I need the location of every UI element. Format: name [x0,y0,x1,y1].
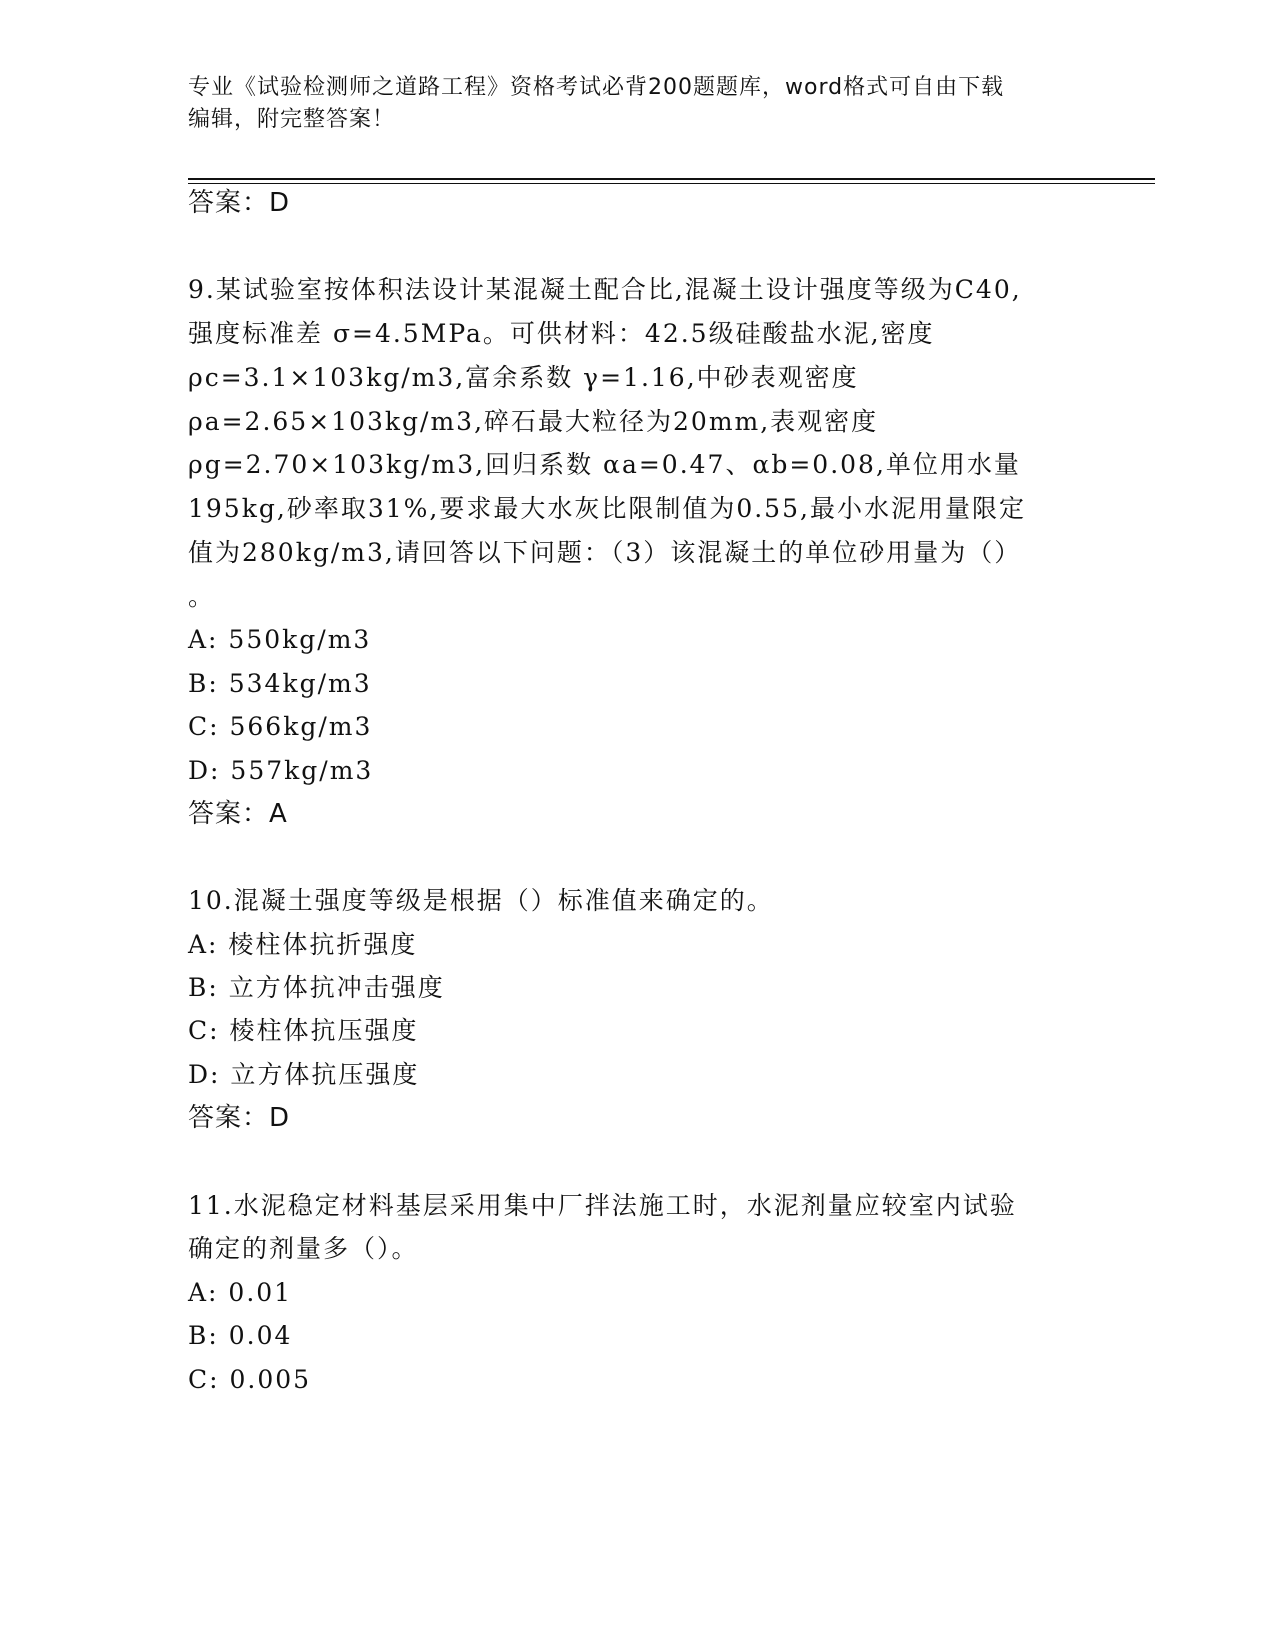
header-line-1: 专业《试验检测师之道路工程》资格考试必背200题题库，word格式可自由下载 [188,75,1005,100]
q9-line-4: ρa=2.65×103kg/m3,碎石最大粒径为20mm,表观密度 [188,407,879,436]
q9-option-b: B: 534kg/m3 [188,669,372,698]
q9-line-2: 强度标准差 σ=4.5MPa。可供材料：42.5级硅酸盐水泥,密度 [188,319,935,348]
q9-answer: 答案：A [188,799,288,829]
q9-line-6: 195kg,砂率取31%,要求最大水灰比限制值为0.55,最小水泥用量限定 [188,494,1026,523]
q10-stem: 10.混凝土强度等级是根据（）标准值来确定的。 [188,886,774,915]
page-header [188,72,1088,136]
q11-line-1: 11.水泥稳定材料基层采用集中厂拌法施工时，水泥剂量应较室内试验 [188,1191,1017,1220]
q9-option-a: A: 550kg/m3 [188,625,372,654]
q9-line-1: 9.某试验室按体积法设计某混凝土配合比,混凝土设计强度等级为C40, [188,275,1022,304]
q9-option-d: D: 557kg/m3 [188,756,374,785]
q10-option-a: A: 棱柱体抗折强度 [188,930,418,959]
q11-option-a: A: 0.01 [188,1278,293,1307]
q10-option-d: D: 立方体抗压强度 [188,1060,420,1089]
q9-line-8: 。 [188,582,216,611]
q11-option-c: C: 0.005 [188,1365,312,1394]
q9-line-3: ρc=3.1×103kg/m3,富余系数 γ=1.16,中砂表观密度 [188,363,859,392]
q9-line-7: 值为280kg/m3,请回答以下问题：（3）该混凝土的单位砂用量为（） [188,538,1022,567]
q10-option-b: B: 立方体抗冲击强度 [188,973,445,1002]
q10-answer: 答案：D [188,1103,291,1133]
q11-option-b: B: 0.04 [188,1321,293,1350]
header-line-2: 编辑，附完整答案！ [188,107,396,132]
q9-line-5: ρg=2.70×103kg/m3,回归系数 αa=0.47、αb=0.08,单位用水量 [188,450,1021,479]
header-rule-thin [188,183,1155,184]
answer-prev: 答案：D [188,188,291,218]
header-rule-thick [188,178,1155,180]
q9-option-c: C: 566kg/m3 [188,712,373,741]
q10-option-c: C: 棱柱体抗压强度 [188,1016,419,1045]
q11-line-2: 确定的剂量多（）。 [188,1234,419,1263]
